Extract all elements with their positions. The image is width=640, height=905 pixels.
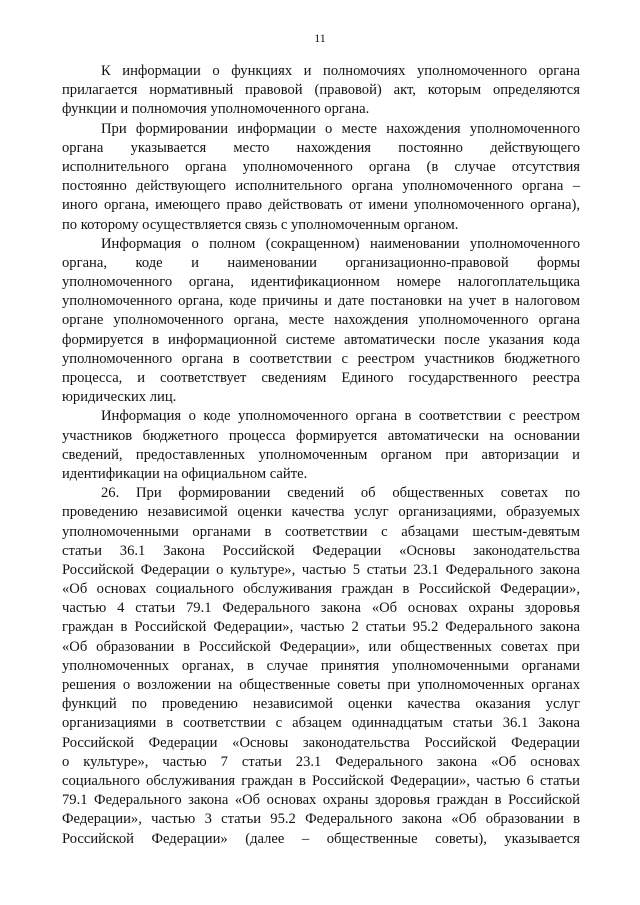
text-line: уполномоченного органа в соответствии с реестром участников бюджетного <box>62 350 580 367</box>
text-line: Российской Федерации «Основы законодательства Российской Федерации <box>62 734 580 751</box>
page-number: 11 <box>314 31 326 45</box>
text-line: функции и полномочия уполномоченного органа. <box>62 101 370 118</box>
text-line: Информация о полном (сокращенном) наименовании уполномоченного <box>101 235 580 252</box>
text-line: уполномоченных органах, в случае принятия уполномоченными органами <box>62 657 580 674</box>
text-line: исполнительного органа уполномоченного органа (в случае отсутствия <box>62 158 580 175</box>
text-line: прилагается нормативный правовой (правовой) акт, которым определяются <box>62 82 580 99</box>
text-line: Российской Федерации о культуре», частью 5 статьи 23.1 Федерального закона <box>62 561 580 578</box>
text-line: сведений, предоставленных уполномоченным органом при авторизации и <box>62 446 580 463</box>
text-line: При формировании информации о месте нахождения уполномоченного <box>101 120 580 137</box>
text-line: уполномоченными органами в соответствии с абзацами шестым-девятым <box>62 523 580 540</box>
text-line: «Об основах социального обслуживания граждан в Российской Федерации», <box>62 581 580 598</box>
text-line: формируется в информационной системе автоматически после указания кода <box>62 331 580 348</box>
text-line: функций по проведению независимой оценки качества оказания услуг <box>62 696 580 713</box>
text-line: постоянно действующего исполнительного органа уполномоченного органа – <box>62 178 580 195</box>
text-line: по которому осуществляется связь с уполномоченным органом. <box>62 216 459 233</box>
text-line: социального обслуживания граждан в Российской Федерации», частью 6 статьи <box>62 772 580 789</box>
text-line: уполномоченного органа, идентификационном номере налогоплательщика <box>62 274 580 291</box>
text-line: уполномоченного органа, коде причины и дате постановки на учет в налоговом <box>62 293 580 310</box>
text-line: иного органа, имеющего право действовать от имени уполномоченного органа), <box>62 197 580 214</box>
text-line: Федерации», частью 3 статьи 95.2 Федерального закона «Об образовании в <box>62 811 580 828</box>
text-line: частью 4 статьи 79.1 Федерального закона «Об основах охраны здоровья <box>62 600 580 617</box>
text-line: процесса, и соответствует сведениям Единого государственного реестра <box>62 370 580 386</box>
text-line: участников бюджетного процесса формируется автоматически на основании <box>62 427 580 444</box>
text-line: органа, коде и наименовании организационно-правовой формы <box>62 254 580 271</box>
text-line: идентификации на официальном сайте. <box>62 465 308 482</box>
text-line: решения о возложении на общественные советы при уполномоченных органах <box>62 677 580 693</box>
text-line: 26. При формировании сведений об общественных советах по <box>101 485 580 502</box>
text-line: Российской Федерации» (далее – общественные советы), указывается <box>62 830 580 847</box>
text-line: проведению независимой оценки качества услуг организациями, образуемых <box>62 504 580 521</box>
text-line: организациями в соответствии с абзацем одиннадцатым статьи 36.1 Закона <box>62 715 580 732</box>
text-line: юридических лиц. <box>62 389 177 406</box>
text-line: 79.1 Федерального закона «Об основах охраны здоровья граждан в Российской <box>62 792 580 809</box>
document-body <box>62 62 580 849</box>
text-line: о культуре», частью 7 статьи 23.1 Федерального закона «Об основах <box>62 753 580 770</box>
text-line: К информации о функциях и полномочиях уполномоченного органа <box>101 63 580 79</box>
text-line: органа указывается место нахождения постоянно действующего <box>62 139 580 156</box>
text-line: «Об образовании в Российской Федерации», или общественных советах при <box>62 638 580 655</box>
text-line: Информация о коде уполномоченного органа в соответствии с реестром <box>101 408 580 425</box>
text-line: статьи 36.1 Закона Российской Федерации «Основы законодательства <box>62 542 580 559</box>
text-line: граждан в Российской Федерации», частью 2 статьи 95.2 Федерального закона <box>62 619 580 636</box>
text-line: органе уполномоченного органа, месте нахождения уполномоченного органа <box>62 312 580 329</box>
